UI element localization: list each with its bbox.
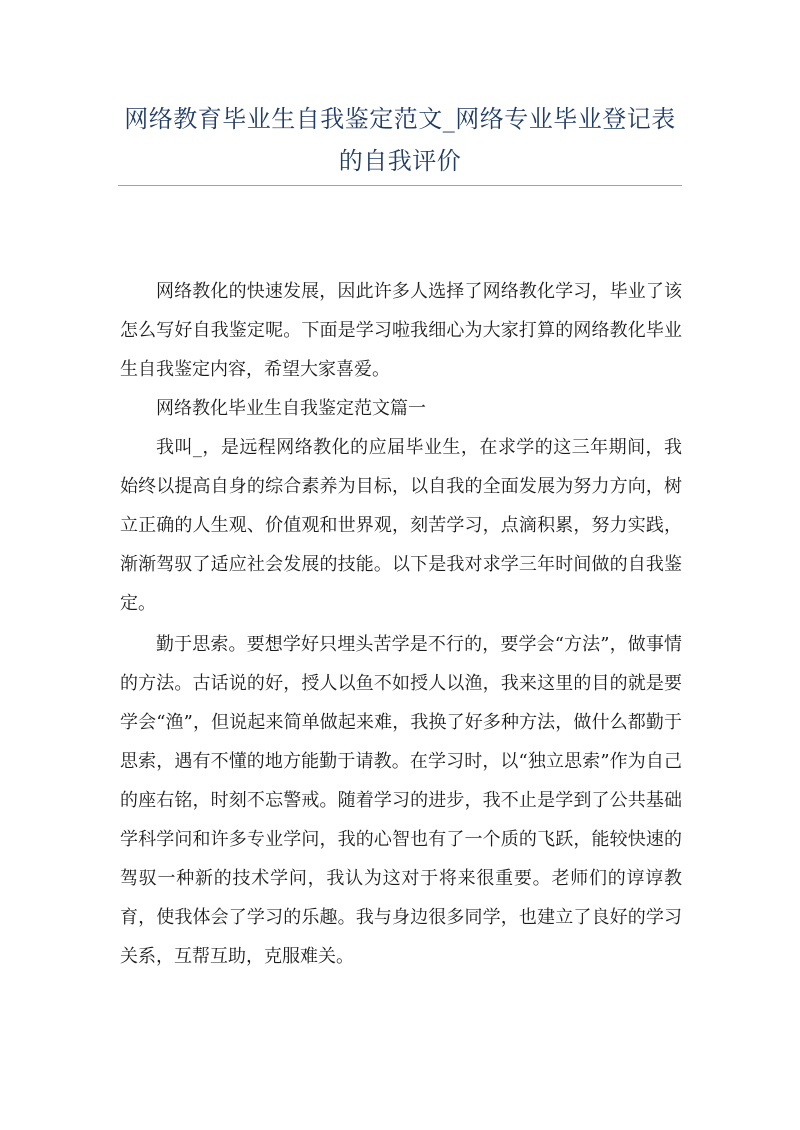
document-body [120, 272, 682, 976]
title-line-2: 的自我评价 [338, 147, 462, 175]
section-heading: 网络教化毕业生自我鉴定范文篇一 [156, 398, 426, 419]
document-title [118, 98, 682, 182]
body-paragraph-1: 我叫_，是远程网络教化的应届毕业生，在求学的这三年期间，我始终以提高自身的综合素养为目标，以自我的全面发展为努力方向，树立正确的人生观、价值观和世界观，刻苦学习，点滴积累，努力实践，渐渐驾驭了适应社会发展的技能。以下是我对求学三年时间做的自我鉴定。 [120, 437, 682, 614]
body-paragraph-2: 勤于思索。要想学好只埋头苦学是不行的，要学会“方法”，做事情的方法。古话说的好，授人以鱼不如授人以渔，我来这里的目的就是要学会“渔”，但说起来简单做起来难，我换了好多种方法，做什么都勤于思索，遇有不懂的地方能勤于请教。在学习时，以“独立思索”作为自己的座右铭，时刻不忘警戒。随着学习的进步，我不止是学到了公共基础学科学问和许多专业学问，我的心智也有了一个质的飞跃，能较快速的驾驭一种新的技术学问，我认为这对于将来很重要。老师们的谆谆教育，使我体会了学习的乐趣。我与身边很多同学，也建立了良好的学习关系，互帮互助，克服难关。 [120, 634, 682, 967]
intro-paragraph: 网络教化的快速发展，因此许多人选择了网络教化学习，毕业了该怎么写好自我鉴定呢。下面是学习啦我细心为大家打算的网络教化毕业生自我鉴定内容，希望大家喜爱。 [120, 281, 682, 380]
title-line-1: 网络教育毕业生自我鉴定范文_网络专业毕业登记表 [124, 105, 676, 133]
title-divider [118, 185, 682, 186]
